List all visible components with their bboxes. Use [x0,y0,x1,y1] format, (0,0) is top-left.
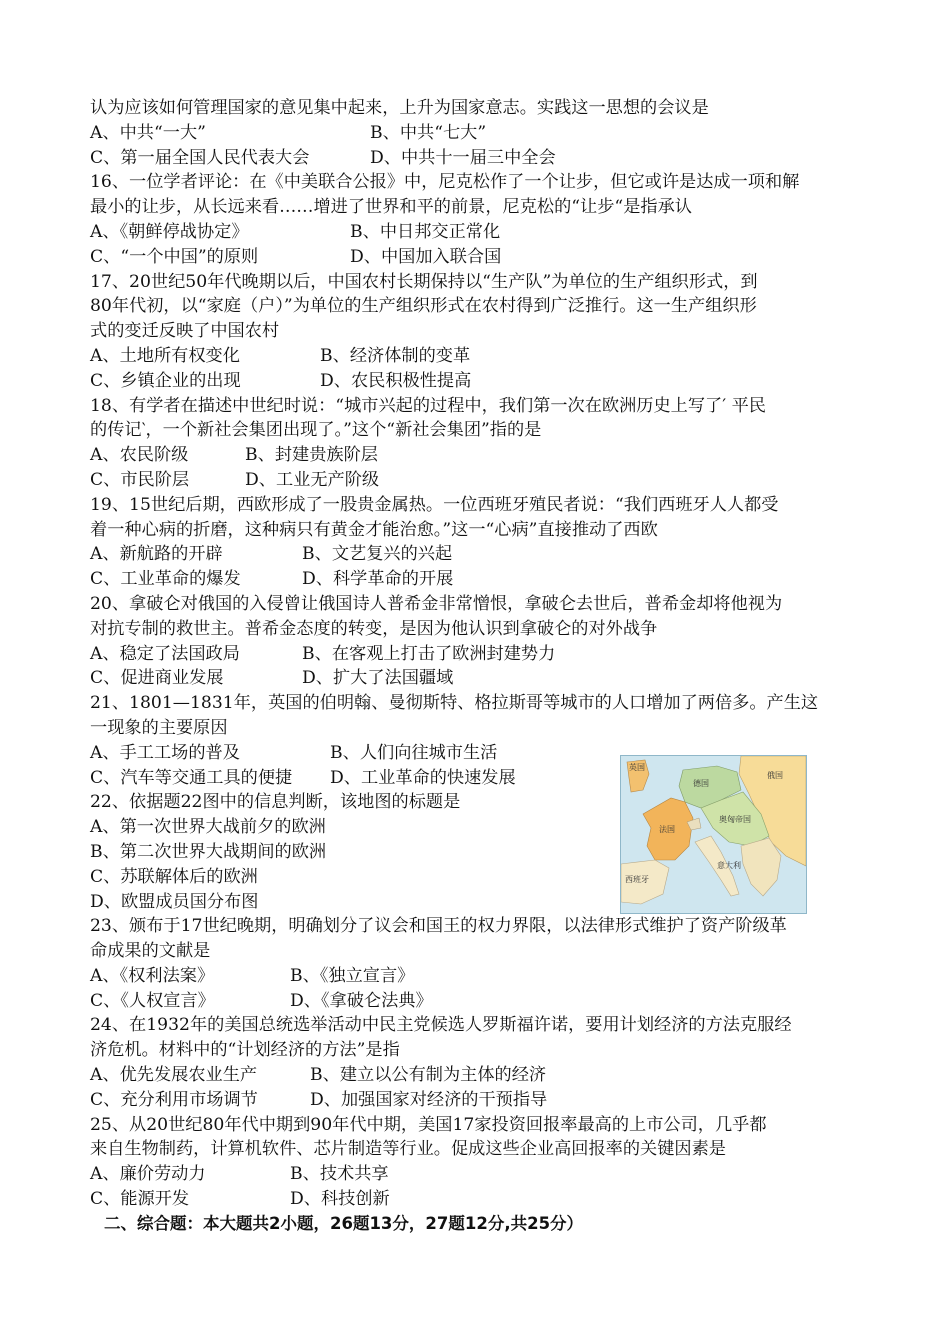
q21-stem: 一现象的主要原因 [90,717,228,738]
q17-option-d: D、农民积极性提高 [320,370,472,391]
q17-option-b: B、经济体制的变革 [320,345,471,366]
q19-option-a: A、新航路的开辟 [90,544,223,565]
q21-option-b: B、人们向往城市生活 [330,742,498,763]
q25-option-a: A、廉价劳动力 [90,1164,206,1185]
q16-option-c: C、“一个中国”的原则 [90,246,259,267]
q24-options-row2 [90,1088,870,1113]
map-label-austria-hungary: 奥匈帝国 [719,815,751,824]
q20-options-row1 [90,642,870,667]
q20-option-d: D、扩大了法国疆域 [302,668,454,689]
q16-options-row1 [90,220,870,245]
q22-option-c: C、苏联解体后的欧洲 [90,866,258,887]
q24-stem: 24、在1932年的美国总统选举活动中民主党候选人罗斯福许诺，要用计划经济的方法克服经 [90,1015,792,1036]
q24-option-d: D、加强国家对经济的干预指导 [310,1089,548,1110]
q25-options-row2 [90,1187,870,1212]
q20-options-row2 [90,666,870,691]
q21-option-d: D、工业革命的快速发展 [330,767,516,788]
q15-stem-tail: 认为应该如何管理国家的意见集中起来，上升为国家意志。实践这一思想的会议是 [90,98,709,118]
q17-option-a: A、土地所有权变化 [90,345,240,366]
q23-stem: 23、颁布于17世纪晚期，明确划分了议会和国王的权力界限，以法律形式维护了资产阶级革 [90,916,787,937]
q17-stem: 17、20世纪50年代晚期以后，中国农村长期保持以“生产队”为单位的生产组织形式，到 [90,271,758,292]
q23-options-row1 [90,964,870,989]
q22-option-b: B、第二次世界大战期间的欧洲 [90,841,327,862]
q21-option-a: A、手工工场的普及 [90,742,240,763]
q24-option-b: B、建立以公有制为主体的经济 [310,1065,547,1086]
q20-stem: 对抗专制的救世主。普希金态度的转变，是因为他认识到拿破仑的对外战争 [90,618,658,639]
europe-map-svg [621,756,806,913]
q16-stem: 16、一位学者评论：在《中美联合公报》中，尼克松作了一个让步，但它或许是达成一项和解 [90,172,800,193]
map-label-france: 法国 [659,825,675,834]
europe-map-figure [620,755,807,914]
q24-options-row1 [90,1063,870,1088]
q23-stem: 命成果的文献是 [90,941,211,962]
q19-option-b: B、文艺复兴的兴起 [302,544,453,565]
q17-options-row2 [90,369,870,394]
q22-option-d: D、欧盟成员国分布图 [90,891,259,912]
q25-option-d: D、科技创新 [290,1189,390,1210]
q16-option-a: A、《朝鲜停战协定》 [90,221,249,242]
q19-option-c: C、工业革命的爆发 [90,569,241,590]
section-heading: 二、综合题：本大题共2小题，26题13分，27题12分,共25分） [104,1213,584,1233]
q16-stem: 最小的让步，从长远来看……增进了世界和平的前景，尼克松的“让步“是指承认 [90,197,692,218]
q24-stem: 济危机。材料中的“计划经济的方法”是指 [90,1040,400,1061]
q19-options-row1 [90,542,870,567]
q19-stem: 着一种心病的折磨，这种病只有黄金才能治愈。”这一“心病”直接推动了西欧 [90,519,658,540]
exam-page [90,96,870,1237]
q16-option-b: B、中日邦交正常化 [350,221,501,242]
q18-stem: 的传记‵，一个新社会集团出现了。”这个“新社会集团”指的是 [90,420,542,441]
q21-stem: 21、1801—1831年，英国的伯明翰、曼彻斯特、格拉斯哥等城市的人口增加了两倍多。产生这 [90,693,819,714]
q22-option-a: A、第一次世界大战前夕的欧洲 [90,817,326,838]
q15-option-d: D、中共十一届三中全会 [370,147,556,168]
q21-option-c: C、汽车等交通工具的便捷 [90,767,293,788]
q18-stem: 18、有学者在描述中世纪时说：“城市兴起的过程中，我们第一次在欧洲历史上写了′ 平民 [90,395,766,416]
q23-options-row2 [90,989,870,1014]
q22-stem: 22、依据题22图中的信息判断，该地图的标题是 [90,792,461,813]
q15-option-a: A、中共“一大” [90,122,206,143]
q15-option-c: C、第一届全国人民代表大会 [90,147,310,168]
q17-options-row1 [90,344,870,369]
q17-stem: 式的变迁反映了中国农村 [90,321,280,342]
q20-stem: 20、拿破仑对俄国的入侵曾让俄国诗人普希金非常憎恨，拿破仑去世后，普希金却将他视为 [90,593,783,614]
q18-option-a: A、农民阶级 [90,445,189,466]
q25-stem: 来自生物制药，计算机软件、芯片制造等行业。促成这些企业高回报率的关键因素是 [90,1139,726,1160]
q17-stem: 80年代初，以“家庭（户）”为单位的生产组织形式在农村得到广泛推行。这一生产组织形 [90,296,757,317]
q18-options-row2 [90,468,870,493]
q15-options-row1 [90,121,870,146]
map-label-russia: 俄国 [767,771,783,780]
q24-option-c: C、充分利用市场调节 [90,1089,258,1110]
q18-options-row1 [90,443,870,468]
q15-option-b: B、中共“七大” [370,122,487,143]
q25-stem: 25、从20世纪80年代中期到90年代中期，美国17家投资回报率最高的上市公司，几乎都 [90,1114,767,1135]
q18-option-b: B、封建贵族阶层 [245,445,378,466]
map-label-italy: 意大利 [717,861,741,870]
q16-options-row2 [90,245,870,270]
q15-options-row2 [90,146,870,171]
q19-stem: 19、15世纪后期，西欧形成了一股贵金属热。一位西班牙殖民者说：“我们西班牙人人都受 [90,494,779,515]
q20-option-b: B、在客观上打击了欧洲封建势力 [302,643,556,664]
q18-option-c: C、市民阶层 [90,469,190,490]
map-label-germany: 德国 [693,779,709,788]
q20-option-c: C、促进商业发展 [90,668,224,689]
q17-option-c: C、乡镇企业的出现 [90,370,241,391]
q23-option-b: B、《独立宣言》 [290,965,415,986]
q25-options-row1 [90,1162,870,1187]
map-label-spain: 西班牙 [625,875,649,884]
q19-options-row2 [90,567,870,592]
q23-option-a: A、《权利法案》 [90,965,215,986]
q18-option-d: D、工业无产阶级 [245,469,380,490]
q23-option-c: C、《人权宣言》 [90,990,215,1011]
q25-option-c: C、能源开发 [90,1189,190,1210]
q25-option-b: B、技术共享 [290,1164,389,1185]
q16-option-d: D、中国加入联合国 [350,246,502,267]
q24-option-a: A、优先发展农业生产 [90,1065,258,1086]
q19-option-d: D、科学革命的开展 [302,569,454,590]
map-label-britain: 英国 [629,763,645,772]
q20-option-a: A、稳定了法国政局 [90,643,240,664]
q23-option-d: D、《拿破仑法典》 [290,990,433,1011]
